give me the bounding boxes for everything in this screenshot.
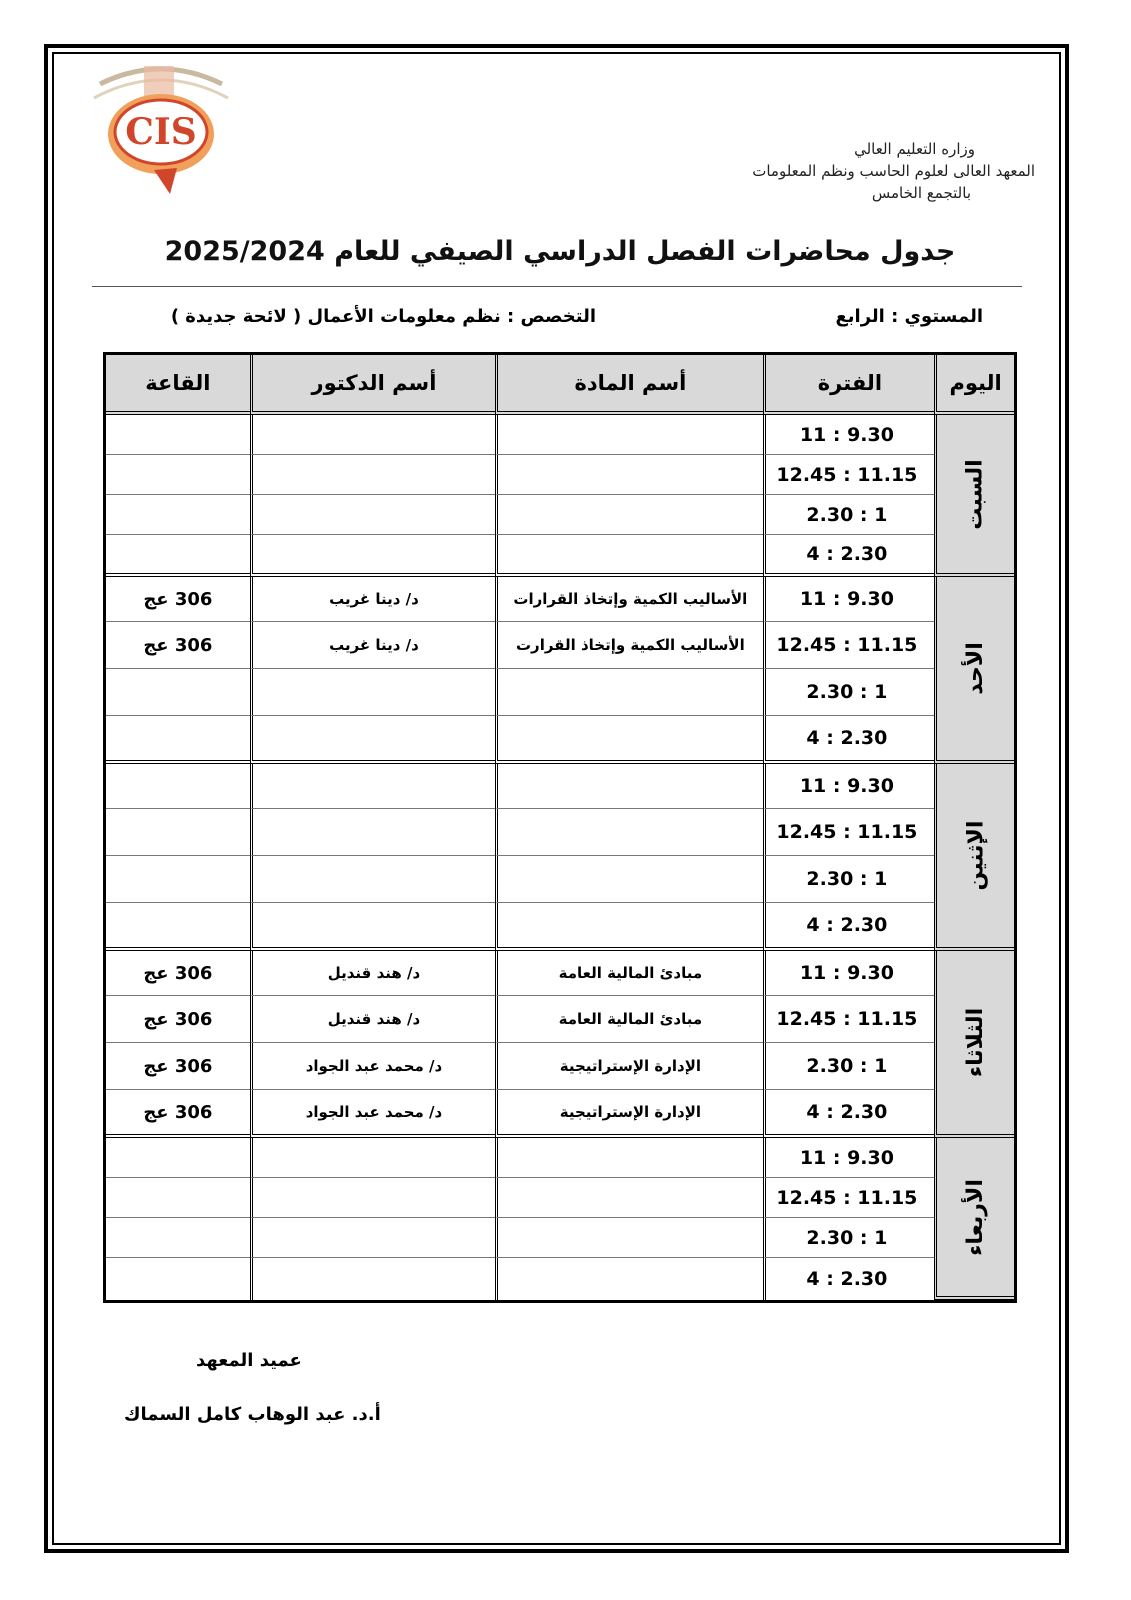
period-cell: 4 : 2.30 [763, 716, 935, 764]
doctor-cell [250, 535, 495, 577]
level-label: المستوي : الرابع [835, 306, 983, 327]
subject-cell [495, 856, 762, 903]
period-cell: 2.30 : 1 [763, 856, 935, 903]
day-label: الإثنين [963, 820, 989, 891]
table-header-row [106, 355, 1014, 415]
doctor-cell [250, 455, 495, 495]
doctor-cell [250, 1218, 495, 1258]
subject-cell: الإدارة الإستراتيجية [495, 1043, 762, 1090]
specialization-label: التخصص : نظم معلومات الأعمال ( لائحة جديدة ) [170, 306, 596, 327]
table-row [106, 856, 1014, 903]
period-cell: 2.30 : 1 [763, 1043, 935, 1090]
period-cell: 11 : 9.30 [763, 577, 935, 622]
period-cell: 4 : 2.30 [763, 1258, 935, 1300]
doctor-cell [250, 764, 495, 809]
subject-cell [495, 495, 762, 535]
table-row [106, 455, 1014, 495]
room-cell [106, 809, 250, 856]
table-row [106, 1258, 1014, 1300]
subject-cell [495, 1258, 762, 1300]
dean-title: عميد المعهد [196, 1350, 302, 1371]
room-cell: 306 عج [106, 1090, 250, 1138]
doctor-cell [250, 415, 495, 455]
period-cell: 11 : 9.30 [763, 951, 935, 996]
ministry-name: وزاره التعليم العالي [854, 140, 975, 158]
table-row [106, 577, 1014, 622]
schedule-table [103, 352, 1017, 1303]
period-cell: 12.45 : 11.15 [763, 622, 935, 669]
subject-cell: مبادئ المالية العامة [495, 996, 762, 1043]
doctor-cell [250, 903, 495, 951]
header-room: القاعة [106, 355, 250, 415]
room-cell: 306 عج [106, 951, 250, 996]
institute-header [615, 138, 1035, 204]
room-cell [106, 1178, 250, 1218]
institute-name: المعهد العالى لعلوم الحاسب ونظم المعلومات [752, 162, 1035, 180]
period-cell: 12.45 : 11.15 [763, 996, 935, 1043]
period-cell: 4 : 2.30 [763, 903, 935, 951]
table-row [106, 535, 1014, 577]
room-cell [106, 535, 250, 577]
table-row [106, 669, 1014, 716]
day-label: السبت [963, 458, 989, 530]
doctor-cell: د/ هند قنديل [250, 996, 495, 1043]
room-cell [106, 455, 250, 495]
period-cell: 12.45 : 11.15 [763, 455, 935, 495]
room-cell: 306 عج [106, 996, 250, 1043]
period-cell: 4 : 2.30 [763, 535, 935, 577]
day-cell-tuesday [934, 951, 1014, 1138]
day-cell-sunday [934, 577, 1014, 764]
header-subject: أسم المادة [495, 355, 762, 415]
table-row [106, 716, 1014, 764]
doctor-cell [250, 716, 495, 764]
room-cell [106, 415, 250, 455]
room-cell [106, 1138, 250, 1178]
institute-location: بالتجمع الخامس [871, 184, 971, 202]
day-cell-monday [934, 764, 1014, 951]
period-cell: 12.45 : 11.15 [763, 809, 935, 856]
room-cell [106, 903, 250, 951]
subject-cell [495, 535, 762, 577]
doctor-cell [250, 1138, 495, 1178]
doctor-cell: د/ هند قنديل [250, 951, 495, 996]
period-cell: 4 : 2.30 [763, 1090, 935, 1138]
subject-cell [495, 903, 762, 951]
table-row [106, 495, 1014, 535]
dean-name: أ.د. عبد الوهاب كامل السماك [124, 1404, 381, 1425]
room-cell [106, 716, 250, 764]
doctor-cell: د/ دينا غريب [250, 577, 495, 622]
table-row [106, 1178, 1014, 1218]
subject-cell [495, 1138, 762, 1178]
room-cell: 306 عج [106, 1043, 250, 1090]
period-cell: 2.30 : 1 [763, 495, 935, 535]
table-row [106, 996, 1014, 1043]
room-cell [106, 856, 250, 903]
subject-cell [495, 1178, 762, 1218]
subject-cell [495, 415, 762, 455]
subject-cell: الأساليب الكمية وإتخاذ القرارات [495, 577, 762, 622]
subject-cell: الأساليب الكمية وإتخاذ القرارت [495, 622, 762, 669]
room-cell: 306 عج [106, 622, 250, 669]
room-cell [106, 1218, 250, 1258]
page-title: جدول محاضرات الفصل الدراسي الصيفي للعام 2025/2024 [164, 236, 956, 267]
doctor-cell [250, 856, 495, 903]
room-cell [106, 1258, 250, 1300]
table-row [106, 415, 1014, 455]
subject-cell [495, 716, 762, 764]
subject-cell: مبادئ المالية العامة [495, 951, 762, 996]
institute-logo [82, 58, 240, 200]
table-row [106, 1138, 1014, 1178]
subject-cell [495, 764, 762, 809]
doctor-cell: د/ دينا غريب [250, 622, 495, 669]
doctor-cell [250, 669, 495, 716]
day-cell-wednesday [934, 1138, 1014, 1300]
day-label: الأحد [963, 642, 989, 695]
subject-cell [495, 669, 762, 716]
subject-cell [495, 455, 762, 495]
period-cell: 11 : 9.30 [763, 764, 935, 809]
day-label: الأربعاء [963, 1178, 989, 1256]
day-cell-saturday [934, 415, 1014, 577]
doctor-cell [250, 1178, 495, 1218]
period-cell: 11 : 9.30 [763, 1138, 935, 1178]
day-label: الثلاثاء [963, 1007, 989, 1078]
table-row [106, 809, 1014, 856]
header-doctor: أسم الدكتور [250, 355, 495, 415]
header-period: الفترة [763, 355, 935, 415]
table-row [106, 903, 1014, 951]
table-row [106, 1090, 1014, 1138]
period-cell: 2.30 : 1 [763, 1218, 935, 1258]
period-cell: 11 : 9.30 [763, 415, 935, 455]
subject-cell [495, 1218, 762, 1258]
title-divider [92, 286, 1022, 287]
doctor-cell [250, 495, 495, 535]
table-row [106, 1043, 1014, 1090]
logo-text: CIS [125, 111, 197, 153]
doctor-cell [250, 809, 495, 856]
table-row [106, 1218, 1014, 1258]
doctor-cell: د/ محمد عبد الجواد [250, 1043, 495, 1090]
period-cell: 12.45 : 11.15 [763, 1178, 935, 1218]
room-cell [106, 764, 250, 809]
doctor-cell: د/ محمد عبد الجواد [250, 1090, 495, 1138]
period-cell: 2.30 : 1 [763, 669, 935, 716]
table-row [106, 622, 1014, 669]
subject-cell: الإدارة الإستراتيجية [495, 1090, 762, 1138]
subject-cell [495, 809, 762, 856]
header-day: اليوم [934, 355, 1014, 415]
room-cell [106, 669, 250, 716]
table-row [106, 764, 1014, 809]
table-row [106, 951, 1014, 996]
room-cell: 306 عج [106, 577, 250, 622]
room-cell [106, 495, 250, 535]
doctor-cell [250, 1258, 495, 1300]
